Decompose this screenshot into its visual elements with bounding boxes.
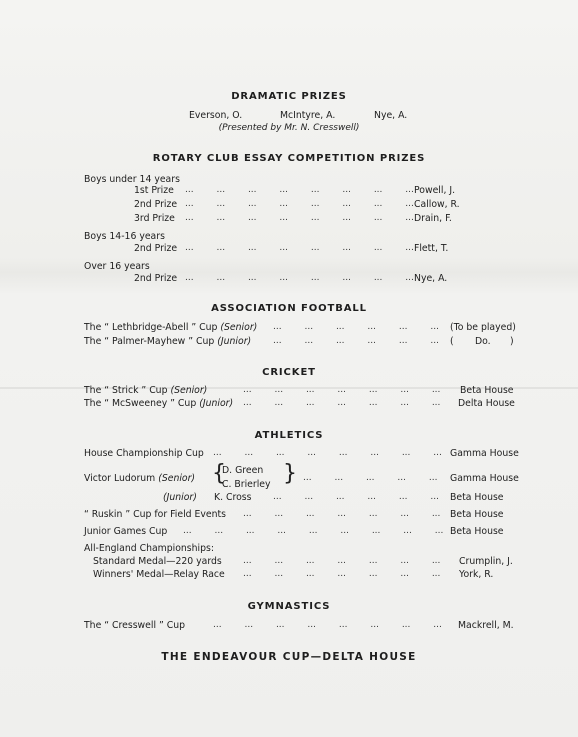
rotary-prize-2: 2nd Prize: [134, 199, 178, 210]
rotary-group-2: Boys 14-16 years: [84, 231, 165, 242]
junior-result: Beta House: [450, 492, 504, 503]
standard-medal-result: Crumplin, J.: [459, 556, 513, 567]
football-cup-1: [84, 322, 257, 334]
cricket-cup-2-result: Delta House: [458, 398, 515, 409]
leader-dots: ... ... ... ... ... ... ... ...: [185, 213, 414, 223]
athletics-heading: ATHLETICS: [254, 430, 324, 441]
rotary-group-1: Boys under 14 years: [84, 174, 180, 185]
leader-dots: ... ... ... ... ... ... ...: [243, 509, 441, 519]
senior-name-2: C. Brierley: [222, 479, 271, 490]
cricket-cup-1-level: (Senior): [170, 385, 208, 396]
cricket-cup-1-name: The “ Strick ” Cup: [84, 385, 168, 396]
endeavour-heading: THE ENDEAVOUR CUP—DELTA HOUSE: [161, 651, 417, 663]
cresswell-cup: The “ Cresswell ” Cup: [84, 620, 186, 631]
cresswell-cup-result: Mackrell, M.: [458, 620, 514, 631]
dramatic-name-1: Everson, O.: [189, 110, 243, 121]
winners-medal-result: York, R.: [459, 569, 494, 580]
standard-medal: Standard Medal—220 yards: [93, 556, 222, 567]
rotary-g3-prize: 2nd Prize: [134, 273, 178, 284]
all-england-label: All-England Championships:: [84, 543, 214, 554]
athletics-house-cup-result: Gamma House: [450, 448, 519, 459]
leader-dots: ... ... ... ... ... ... ... ...: [213, 620, 442, 630]
rotary-group-3: Over 16 years: [84, 261, 150, 272]
leader-dots: ... ... ... ... ... ... ... ...: [213, 448, 442, 458]
left-brace-icon: {: [212, 461, 226, 486]
rotary-g2-prize: 2nd Prize: [134, 243, 178, 254]
leader-dots: ... ... ... ... ... ... ... ...: [185, 243, 414, 253]
leader-dots: ... ... ... ... ... ...: [273, 492, 439, 502]
gymnastics-heading: GYMNASTICS: [247, 601, 331, 612]
rotary-prize-1: 1st Prize: [134, 185, 174, 196]
right-brace-icon: }: [283, 461, 297, 486]
junior-games-cup: Junior Games Cup: [84, 526, 168, 537]
victor-ludorum-label: Victor Ludorum: [84, 473, 156, 484]
leader-dots: ... ... ... ... ... ... ... ... ...: [183, 526, 444, 536]
football-heading: ASSOCIATION FOOTBALL: [211, 303, 367, 314]
football-cup-2-level: (Junior): [217, 336, 252, 347]
football-cup-2-result-open: (: [450, 336, 454, 347]
senior-result: Gamma House: [450, 473, 519, 484]
cricket-cup-2-level: (Junior): [199, 398, 234, 409]
victor-junior-level: [163, 492, 197, 504]
football-cup-2-result-close: ): [510, 336, 514, 347]
senior-name-1: D. Green: [222, 465, 264, 476]
winners-medal: Winners' Medal—Relay Race: [93, 569, 225, 580]
leader-dots: ... ... ... ... ... ... ...: [243, 385, 441, 395]
football-cup-1-result: (To be played): [450, 322, 516, 333]
cricket-cup-2: [84, 398, 233, 410]
leader-dots: ... ... ... ... ... ... ...: [243, 398, 441, 408]
rotary-g2-winner: Flett, T.: [414, 243, 449, 254]
leader-dots: ... ... ... ... ... ... ...: [243, 556, 441, 566]
rotary-winner-3: Drain, F.: [414, 213, 452, 224]
rotary-prize-3: 3rd Prize: [134, 213, 175, 224]
cricket-cup-1: [84, 385, 207, 397]
football-cup-2: [84, 336, 251, 348]
rotary-winner-1: Powell, J.: [414, 185, 456, 196]
dramatic-heading: DRAMATIC PRIZES: [231, 91, 347, 102]
cricket-cup-2-name: The “ McSweeney ” Cup: [84, 398, 197, 409]
cricket-cup-1-result: Beta House: [460, 385, 514, 396]
leader-dots: ... ... ... ... ...: [303, 473, 438, 483]
leader-dots: ... ... ... ... ... ...: [273, 336, 439, 346]
athletics-victor-senior: [84, 473, 195, 485]
rotary-g3-winner: Nye, A.: [414, 273, 448, 284]
victor-senior-level: (Senior): [158, 473, 196, 484]
junior-name: K. Cross: [214, 492, 252, 503]
dramatic-name-2: McIntyre, A.: [280, 110, 336, 121]
victor-junior-level-text: (Junior): [163, 492, 197, 503]
cricket-heading: CRICKET: [262, 367, 316, 378]
leader-dots: ... ... ... ... ... ... ... ...: [185, 199, 414, 209]
football-cup-1-level: (Senior): [220, 322, 258, 333]
leader-dots: ... ... ... ... ... ...: [273, 322, 439, 332]
ruskin-result: Beta House: [450, 509, 504, 520]
leader-dots: ... ... ... ... ... ... ...: [243, 569, 441, 579]
rotary-heading: ROTARY CLUB ESSAY COMPETITION PRIZES: [152, 153, 426, 164]
leader-dots: ... ... ... ... ... ... ... ...: [185, 185, 414, 195]
junior-games-result: Beta House: [450, 526, 504, 537]
leader-dots: ... ... ... ... ... ... ... ...: [185, 273, 414, 283]
athletics-house-cup: House Championship Cup: [84, 448, 204, 459]
football-cup-2-result: Do.: [475, 336, 491, 347]
ruskin-cup: “ Ruskin ” Cup for Field Events: [84, 509, 227, 520]
rotary-winner-2: Callow, R.: [414, 199, 460, 210]
dramatic-credit: (Presented by Mr. N. Cresswell): [218, 123, 360, 133]
football-cup-2-name: The “ Palmer-Mayhew ” Cup: [84, 336, 215, 347]
dramatic-name-3: Nye, A.: [374, 110, 408, 121]
football-cup-1-name: The “ Lethbridge-Abell ” Cup: [84, 322, 218, 333]
